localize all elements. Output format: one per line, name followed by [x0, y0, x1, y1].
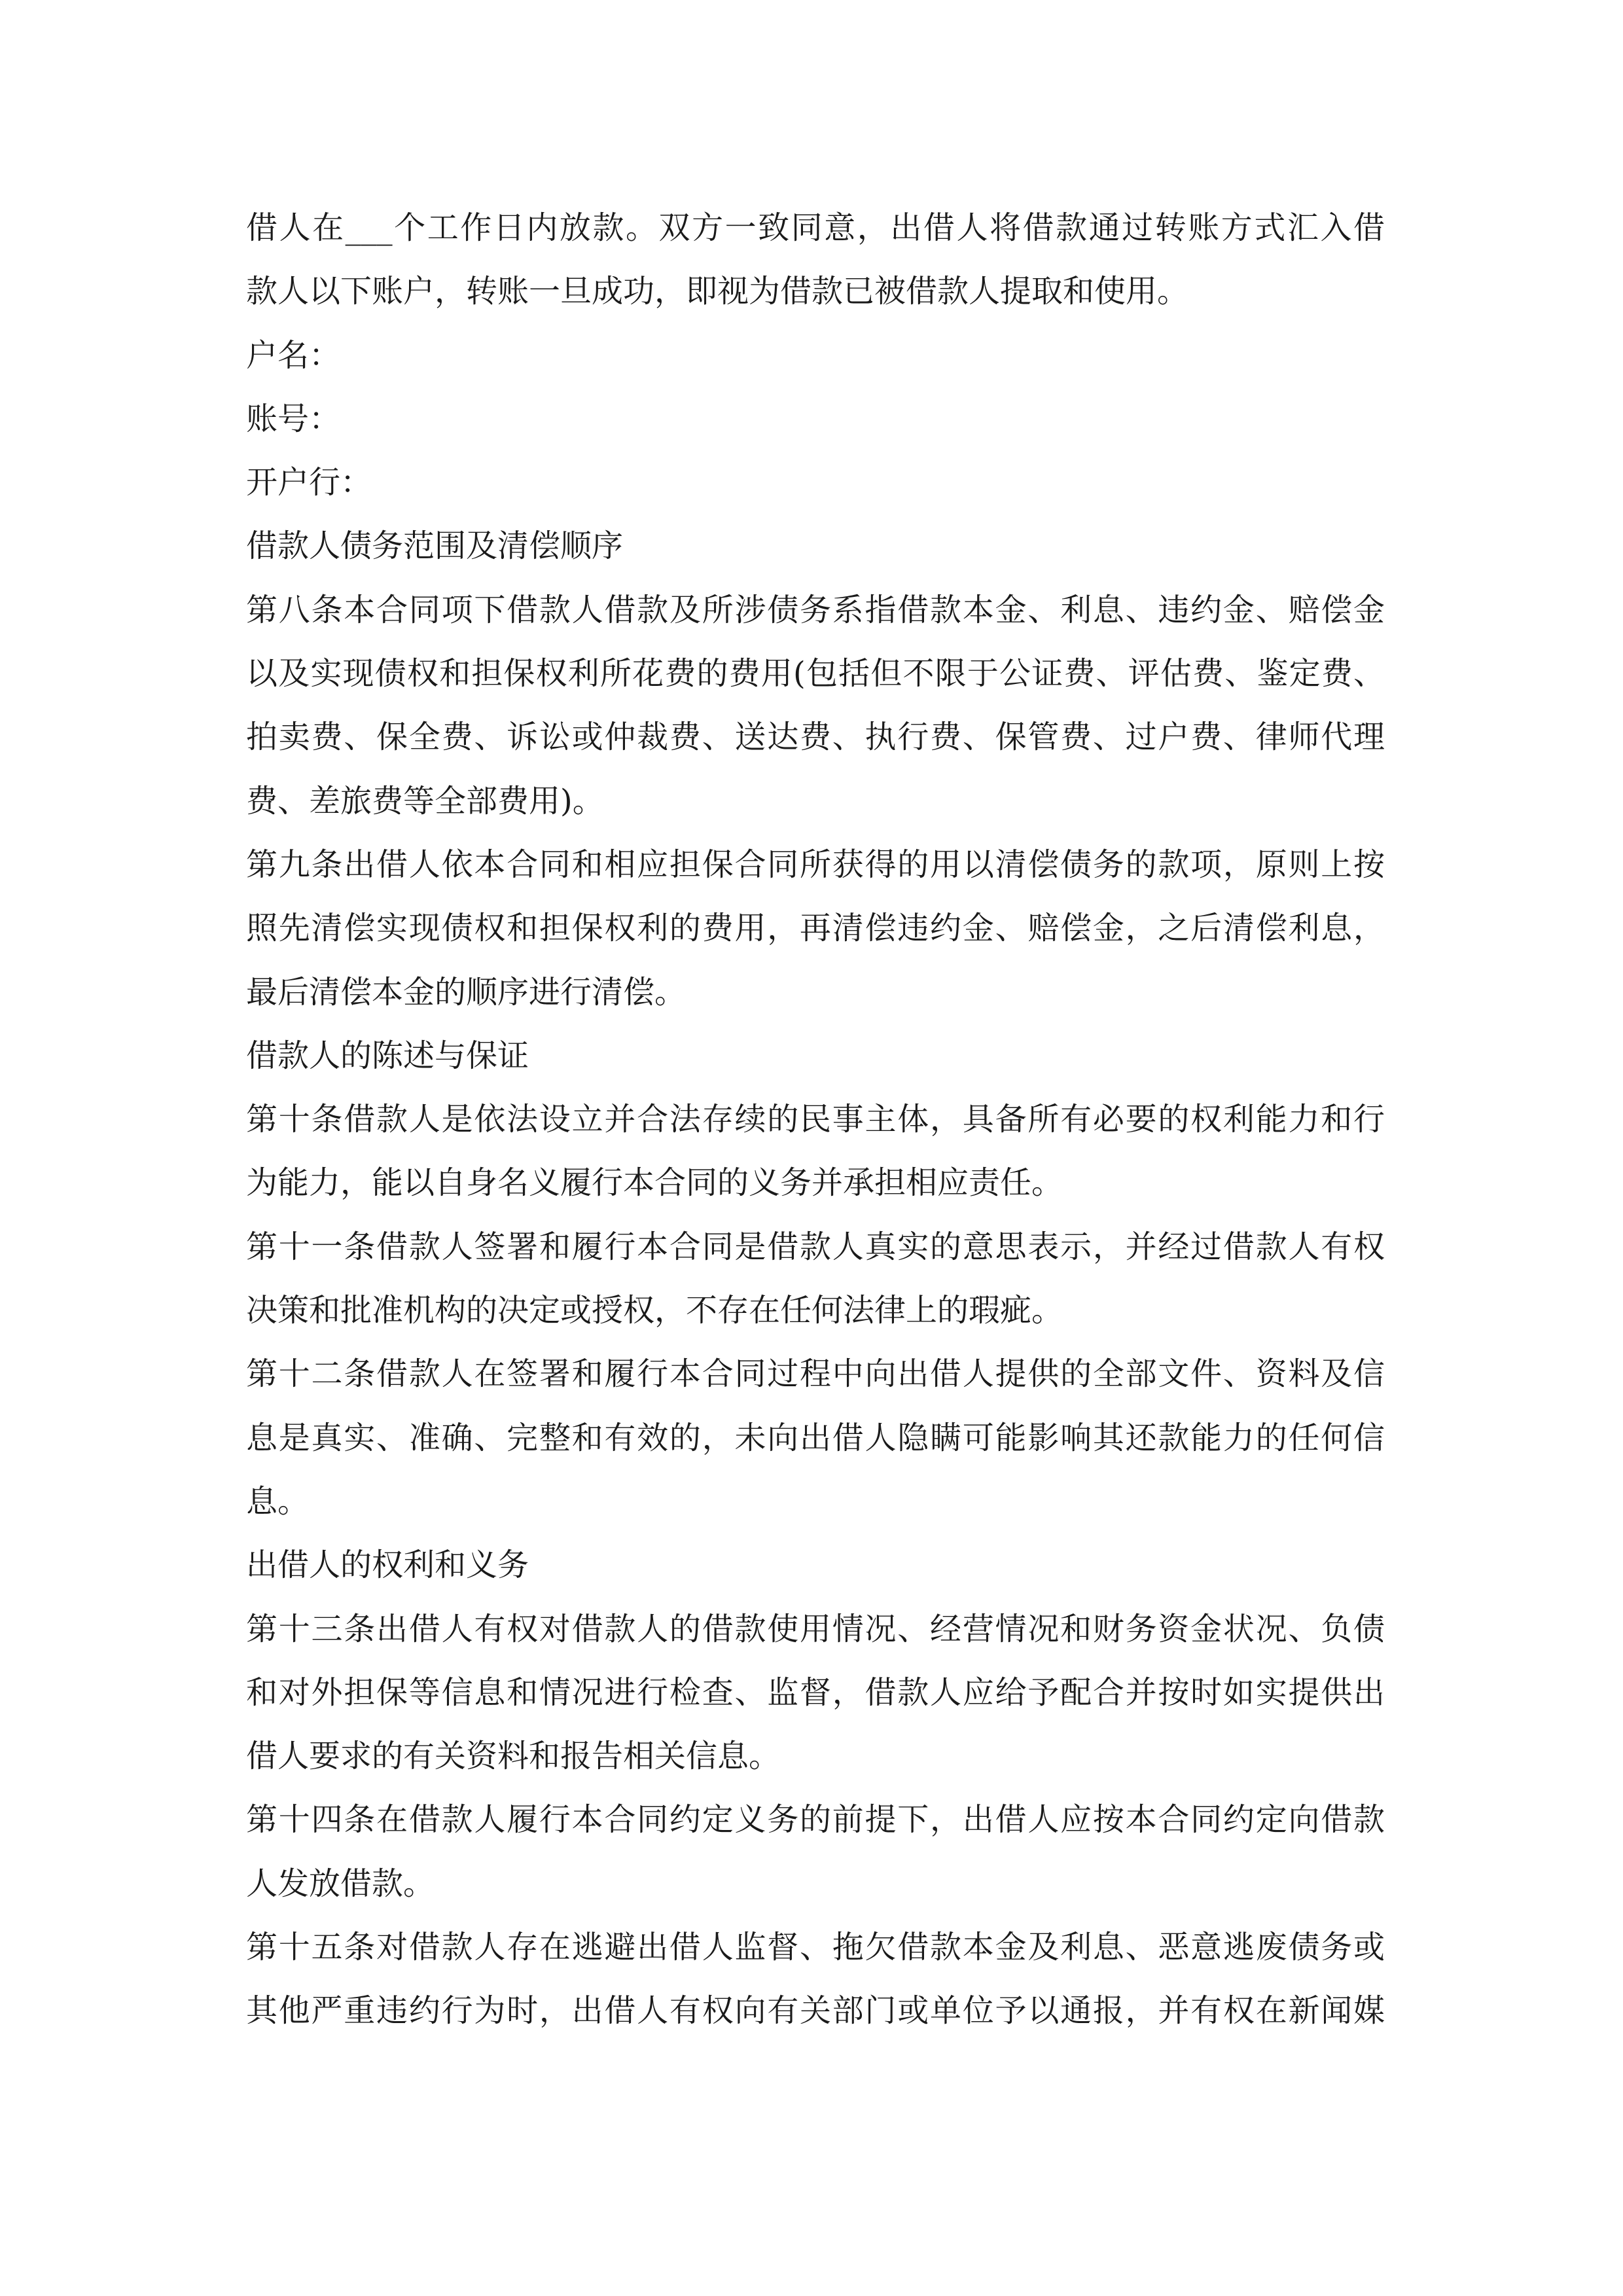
text-line: 照先清偿实现债权和担保权利的费用，再清偿违约金、赔偿金，之后清偿利息，: [246, 910, 1385, 947]
text-line: 其他严重违约行为时，出借人有权向有关部门或单位予以通报，并有权在新闻媒: [246, 1992, 1385, 2030]
text-line: 第十一条借款人签署和履行本合同是借款人真实的意思表示，并经过借款人有权: [246, 1228, 1385, 1265]
text-line: 第十五条对借款人存在逃避出借人监督、拖欠借款本金及利息、恶意逃废债务或: [246, 1929, 1385, 1966]
text-line: 费、差旅费等全部费用)。: [246, 782, 604, 819]
bank-label: 开户行：: [246, 464, 372, 501]
text-line: 借人在___个工作日内放款。双方一致同意，出借人将借款通过转账方式汇入借: [246, 209, 1385, 246]
text-line: 第九条出借人依本合同和相应担保合同所获得的用以清偿债务的款项，原则上按: [246, 846, 1385, 883]
text-line: 款人以下账户，转账一旦成功，即视为借款已被借款人提取和使用。: [246, 273, 1189, 310]
account-number-label: 账号：: [246, 400, 341, 437]
text-line: 第八条本合同项下借款人借款及所涉债务系指借款本金、利息、违约金、赔偿金: [246, 591, 1385, 628]
section-heading: 出借人的权利和义务: [246, 1547, 529, 1584]
text-line: 最后清偿本金的顺序进行清偿。: [246, 973, 687, 1011]
text-line: 人发放借款。: [246, 1865, 435, 1902]
text-line: 借人要求的有关资料和报告相关信息。: [246, 1738, 781, 1775]
document-body: [246, 196, 1385, 2043]
text-line: 息。: [246, 1482, 310, 1520]
section-heading: 借款人的陈述与保证: [246, 1037, 529, 1074]
text-line: 为能力，能以自身名义履行本合同的义务并承担相应责任。: [246, 1164, 1063, 1202]
text-line: 和对外担保等信息和情况进行检查、监督，借款人应给予配合并按时如实提供出: [246, 1674, 1385, 1711]
text-line: 第十条借款人是依法设立并合法存续的民事主体，具备所有必要的权利能力和行: [246, 1101, 1385, 1138]
text-line: 拍卖费、保全费、诉讼或仲裁费、送达费、执行费、保管费、过户费、律师代理: [246, 719, 1385, 756]
section-heading: 借款人债务范围及清偿顺序: [246, 528, 624, 565]
text-line: 第十四条在借款人履行本合同约定义务的前提下，出借人应按本合同约定向借款: [246, 1801, 1385, 1839]
text-line: 第十三条出借人有权对借款人的借款使用情况、经营情况和财务资金状况、负债: [246, 1610, 1385, 1647]
text-line: 第十二条借款人在签署和履行本合同过程中向出借人提供的全部文件、资料及信: [246, 1355, 1385, 1393]
text-line: 息是真实、准确、完整和有效的，未向出借人隐瞒可能影响其还款能力的任何信: [246, 1419, 1385, 1456]
account-name-label: 户名：: [246, 336, 341, 374]
text-line: 以及实现债权和担保权利所花费的费用(包括但不限于公证费、评估费、鉴定费、: [246, 655, 1385, 692]
text-line: 决策和批准机构的决定或授权，不存在任何法律上的瑕疵。: [246, 1292, 1063, 1329]
